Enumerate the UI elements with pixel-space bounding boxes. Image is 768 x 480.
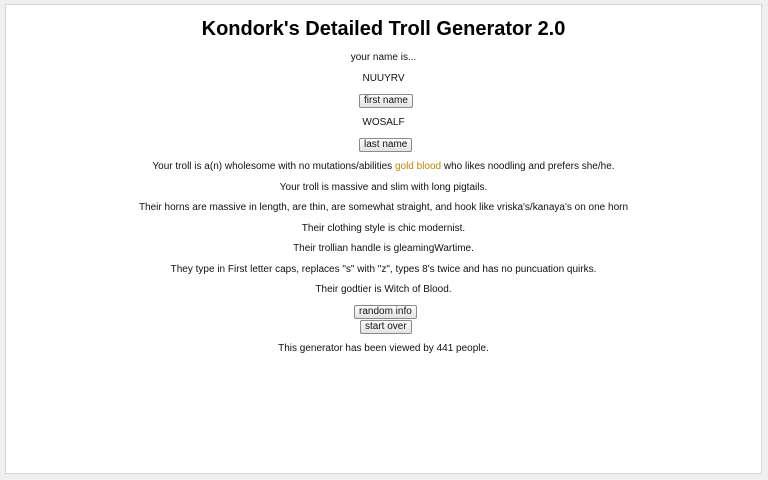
last-name-button[interactable]: last name: [359, 138, 412, 152]
troll-horns-line: Their horns are massive in length, are thin, are somewhat straight, and hook like vriska's/kanaya's on one horn: [138, 202, 629, 213]
troll-body-line: Your troll is massive and slim with long pigtails.: [279, 182, 488, 193]
troll-type-text: Your troll is a(n) wholesome with no mutations/abilities: [152, 161, 395, 172]
last-name-value: WOSALF: [362, 117, 405, 128]
troll-godtier-line: Their godtier is Witch of Blood.: [315, 284, 452, 295]
troll-handle-line: Their trollian handle is gleamingWartime.: [293, 243, 474, 254]
troll-clothing-line: Their clothing style is chic modernist.: [301, 223, 466, 234]
blood-color-text: gold blood: [394, 161, 442, 172]
name-intro: your name is...: [350, 52, 417, 63]
troll-type-line: [6, 161, 761, 173]
first-name-value: NUUYRV: [362, 73, 405, 84]
random-info-button[interactable]: random info: [354, 305, 417, 319]
page-container: [5, 4, 762, 474]
troll-interest-text: who likes noodling and prefers she/he.: [441, 161, 615, 172]
view-counter: This generator has been viewed by 441 people.: [278, 343, 489, 354]
start-over-button[interactable]: start over: [360, 320, 412, 334]
first-name-button[interactable]: first name: [359, 94, 413, 108]
page-title: Kondork's Detailed Troll Generator 2.0: [201, 18, 566, 40]
troll-typing-line: They type in First letter caps, replaces "s" with "z", types 8's twice and has no puncuation quirks.: [170, 264, 597, 275]
